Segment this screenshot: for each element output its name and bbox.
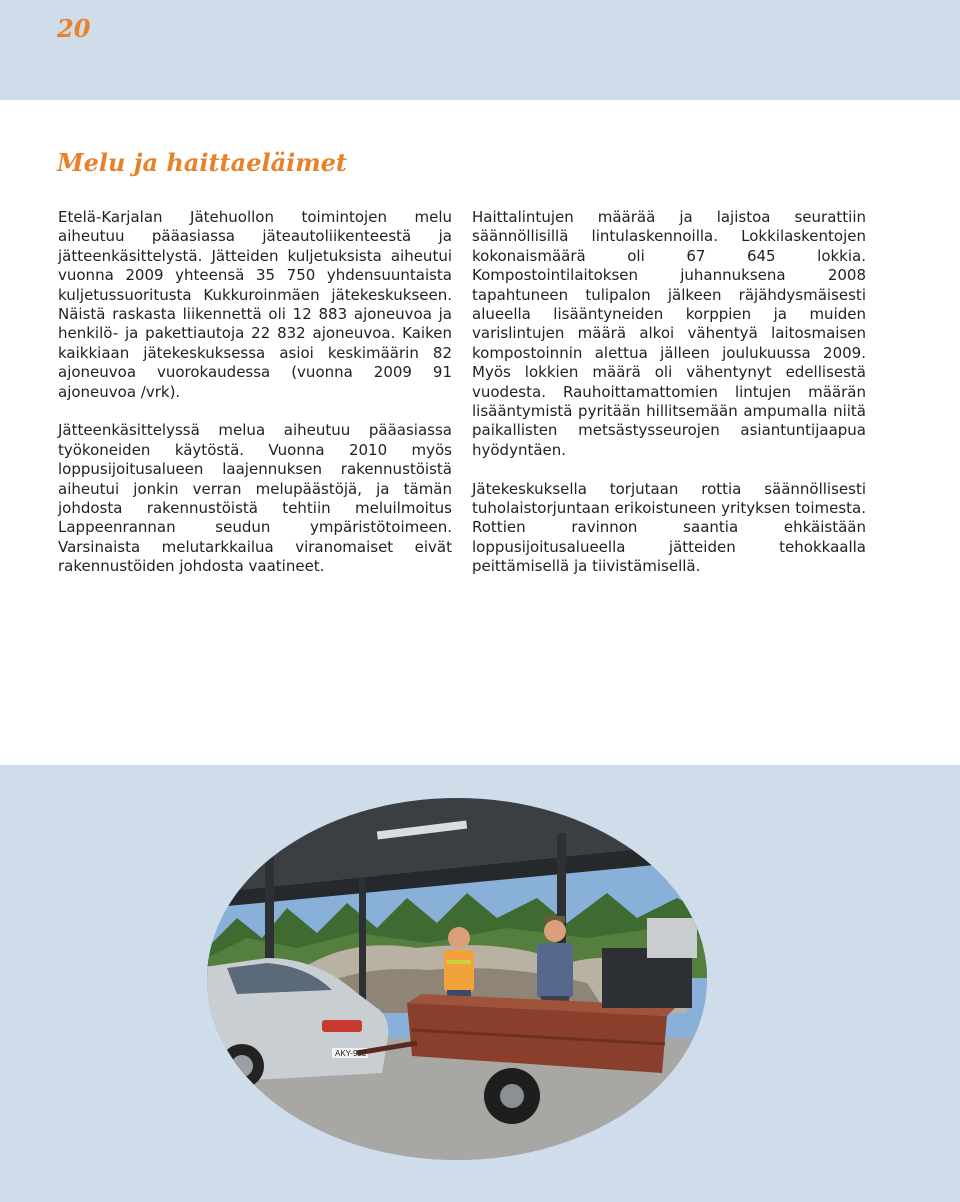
license-plate: AKY-932: [335, 1049, 367, 1058]
header-band: [0, 0, 960, 100]
right-paragraph-2: Jätekeskuksella torjutaan rottia säännöllisesti tuholaistorjuntaan erikoistuneen yrityksen toimesta. Rottien ravinnon saantia ehkäistään loppusijoitusalueella jätteiden tehokkaalla peittämisellä ja tiivistämisellä.: [472, 479, 866, 576]
page-number: 20: [57, 14, 91, 43]
left-column: [58, 208, 452, 596]
section-title: Melu ja haittaeläimet: [57, 148, 347, 177]
left-paragraph-2: Jätteenkäsittelyssä melua aiheutuu pääasiassa työkoneiden käytöstä. Vuonna 2010 myös loppusijoitusalueen laajennuksen rakennustöistä aiheutui jonkin verran melupäästöjä, ja tämän johdosta rakennustöistä tehtiin meluilmoitus Lappeenrannan seudun ympäristötoimeen. Varsinaista melutarkkailua viranomaiset eivät rakennustöiden johdosta vaatineet.: [58, 421, 452, 576]
right-column: [472, 208, 866, 596]
right-paragraph-1: Haittalintujen määrää ja lajistoa seurattiin säännöllisillä lintulaskennoilla. Lokkilaskentojen kokonaismäärä oli 67 645 lokkia. Kompostointilaitoksen juhannuksena 2008 tapahtuneen tulipalon jälkeen räjähdysmäisesti alueella lisääntyneiden korppien ja muiden varislintujen määrä alkoi vähentyä laitosmaisen kompostoinnin alettua jälleen joulukuussa 2009. Myös lokkien määrä oli vähentynyt edellisestä vuodesta. Rauhoittamattomien lintujen määrän lisääntymistä pyritään hillitsemään ampumalla niitä paikallisten metsästysseurojen asiantuntijaapua hyödyntäen.: [472, 208, 866, 459]
recycling-station-photo: [207, 798, 707, 1160]
left-paragraph-1: Etelä-Karjalan Jätehuollon toimintojen melu aiheutuu pääasiassa jäteautoliikenteestä ja jätteenkäsittelystä. Jätteiden kuljetuksista aiheutui vuonna 2009 yhteensä 35 750 yhdensuuntaista kuljetussuoritusta Kukkuroinmäen jätekeskukseen. Näistä raskasta liikennettä oli 12 883 ajoneuvoa ja henkilö- ja pakettiautoja 22 832 ajoneuvoa. Kaiken kaikkiaan jätekeskuksessa asioi keskimäärin 82 ajoneuvoa vuorokaudessa (vuonna 2009 91 ajoneuvoa /vrk).: [58, 208, 452, 401]
photo-illustration: [207, 798, 707, 1160]
